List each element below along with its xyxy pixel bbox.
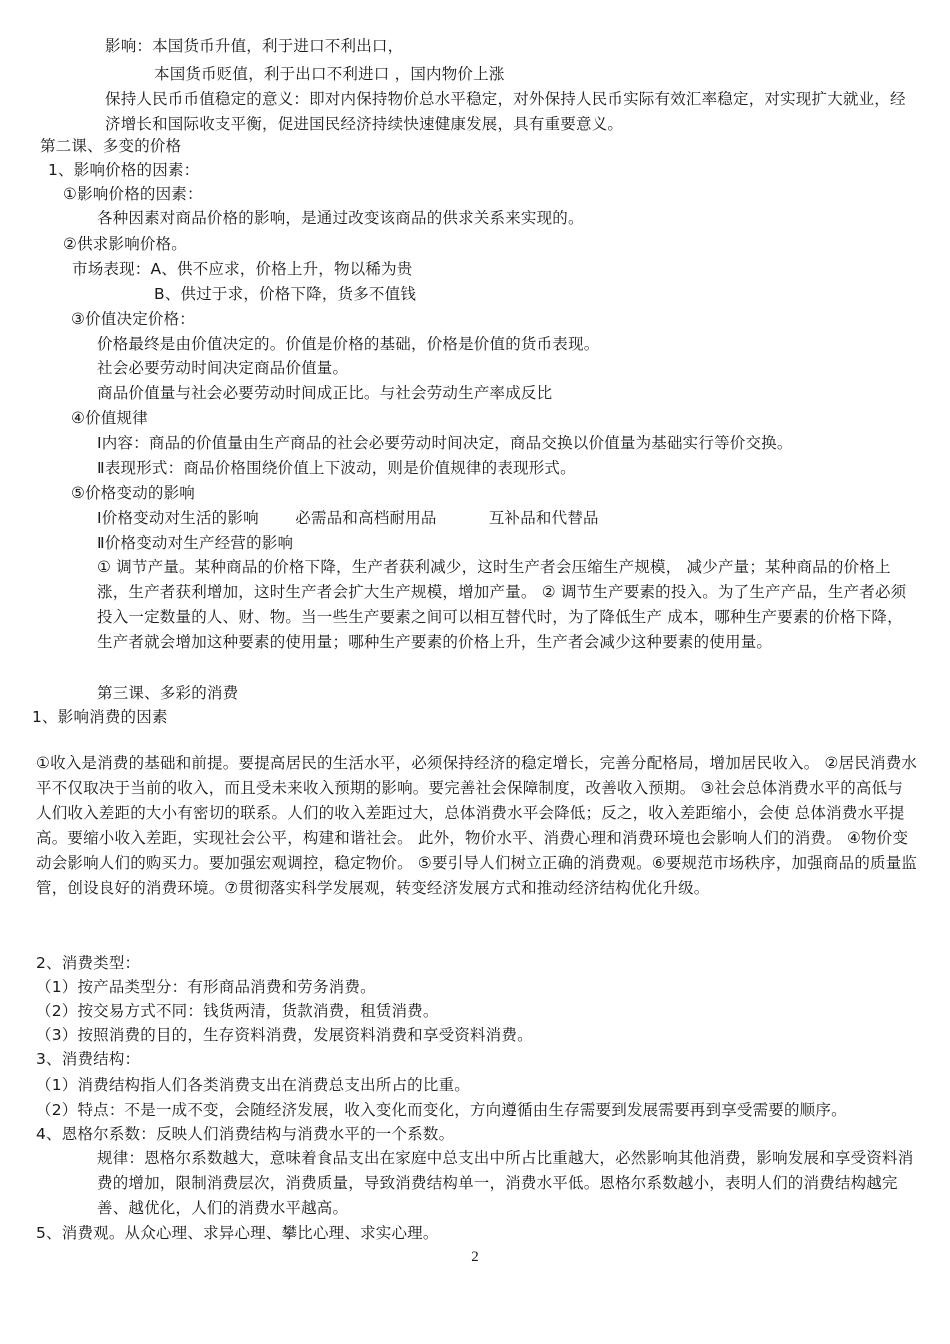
- value-determines-price-subheading: ③价值决定价格：: [71, 310, 195, 328]
- law-of-value-subheading: ④价值规律: [71, 409, 148, 427]
- law-of-value-form: Ⅱ表现形式：商品价格围绕价值上下波动，则是价值规律的表现形式。: [97, 459, 576, 477]
- lesson-3-heading: 第三课、多彩的消费: [97, 684, 239, 702]
- engel-coefficient-heading: 4、恩格尔系数：反映人们消费结构与消费水平的一个系数。: [36, 1125, 455, 1143]
- consumption-structure-heading: 3、消费结构：: [36, 1050, 141, 1068]
- engel-rule-paragraph: 规律：恩格尔系数越大，意味着食品支出在家庭中总支出中所占比重越大，必然影响其他消费，影响发展和享受资料消费的增加，限制消费层次，消费质量，导致消费结构单一，消费水平低。恩格尔系数越小，表明人们的消费结构越完善、越优化，人们的消费水平越高。: [97, 1149, 914, 1217]
- consumption-factors-paragraph: ①收入是消费的基础和前提。要提高居民的生活水平，必须保持经济的稳定增长，完善分配格局，增加居民收入。 ②居民消费水平不仅取决于当前的收入，而且受未来收入预期的影响。要完善社会保障制度，改善收入预期。 ③社会总体消费水平的高低与人们收入差距的大小有密切的联系。人们的收入差距过大，总体消费水平会降低；反之，收入差距缩小，会使 总体消费水平提高。要缩小收入差距，实现社会公平，构建和谐社会。 此外，物价水平、消费心理和消费环境也会影响人们的消费。 ④物价变动会影响人们的购买力。要加强宏观调控，稳定物价。 ⑤要引导人们树立正确的消费观。⑥要规范市场秩序，加强商品的质量监管，创设良好的消费环境。⑦贯彻落实科学发展观，转变经济发展方式和推动经济结构优化升级。: [36, 754, 918, 897]
- consumption-structure-2: （2）特点：不是一成不变，会随经济发展，收入变化而变化，方向遵循由生存需要到发展需要再到享受需要的顺序。: [36, 1101, 847, 1119]
- value-price-text-3: 商品价值量与社会必要劳动时间成正比。与社会劳动生产率成反比: [97, 384, 553, 402]
- market-performance-b: B、供过于求，价格下降，货多不值钱: [154, 285, 417, 303]
- consumption-type-1: （1）按产品类型分：有形商品消费和劳务消费。: [36, 978, 376, 996]
- page-number: 2: [471, 1249, 479, 1265]
- supply-demand-subheading: ②供求影响价格。: [63, 235, 187, 253]
- price-factors-subheading: ①影响价格的因素：: [63, 185, 203, 203]
- consumption-type-2: （2）按交易方式不同：钱货两清，货款消费，租赁消费。: [36, 1002, 439, 1020]
- consumption-structure-1: （1）消费结构指人们各类消费支出在消费总支出所占的比重。: [36, 1076, 470, 1094]
- lesson-2-heading: 第二课、多变的价格: [40, 137, 182, 155]
- consumption-factors-heading: 1、影响消费的因素: [32, 708, 168, 726]
- production-adjustment-paragraph: ① 调节产量。某种商品的价格下降，生产者获利减少，这时生产者会压缩生产规模， 减少产量；某种商品的价格上涨，生产者获利增加，这时生产者会扩大生产规模，增加产量。 ② 调节生产要素的投入。为了生产产品，生产者必须投入一定数量的人、财、物。当一些生产要素之间可以相互替代时，为了降低生产 成本，哪种生产要素的价格下降，生产者就会增加这种要素的使用量；哪种生产要素的价格上升，生产者会减少这种要素的使用量。: [97, 558, 907, 651]
- price-change-subheading: ⑤价格变动的影响: [71, 484, 195, 502]
- value-price-text-2: 社会必要劳动时间决定商品价值量。: [97, 359, 349, 377]
- price-change-life: Ⅰ价格变动对生活的影响 必需品和高档耐用品 互补品和代替品: [97, 509, 599, 527]
- price-factors-heading: 1、影响价格的因素：: [48, 161, 200, 179]
- consumption-type-3: （3）按照消费的目的，生存资料消费，发展资料消费和享受资料消费。: [36, 1026, 533, 1044]
- currency-depreciation-line: 本国货币贬值，利于出口不利进口 ，国内物价上涨: [154, 65, 505, 83]
- currency-effect-line: 影响：本国货币升值，利于进口不利出口，: [105, 37, 404, 55]
- market-performance-a: 市场表现：A、供不应求，价格上升，物以稀为贵: [72, 260, 413, 278]
- value-price-text-1: 价格最终是由价值决定的。价值是价格的基础，价格是价值的货币表现。: [97, 335, 600, 353]
- price-change-production: Ⅱ价格变动对生产经营的影响: [97, 534, 294, 552]
- price-factors-text: 各种因素对商品价格的影响，是通过改变该商品的供求关系来实现的。: [97, 209, 584, 227]
- rmb-stability-paragraph: 保持人民币币值稳定的意义：即对内保持物价总水平稳定，对外保持人民币实际有效汇率稳定，对实现扩大就业，经济增长和国际收支平衡，促进国民经济持续快速健康发展，具有重要意义。: [105, 90, 906, 133]
- consumption-types-heading: 2、消费类型：: [36, 954, 141, 972]
- consumption-view-line: 5、消费观。从众心理、求异心理、攀比心理、求实心理。: [36, 1224, 439, 1242]
- law-of-value-content: Ⅰ内容：商品的价值量由生产商品的社会必要劳动时间决定，商品交换以价值量为基础实行等价交换。: [97, 434, 793, 452]
